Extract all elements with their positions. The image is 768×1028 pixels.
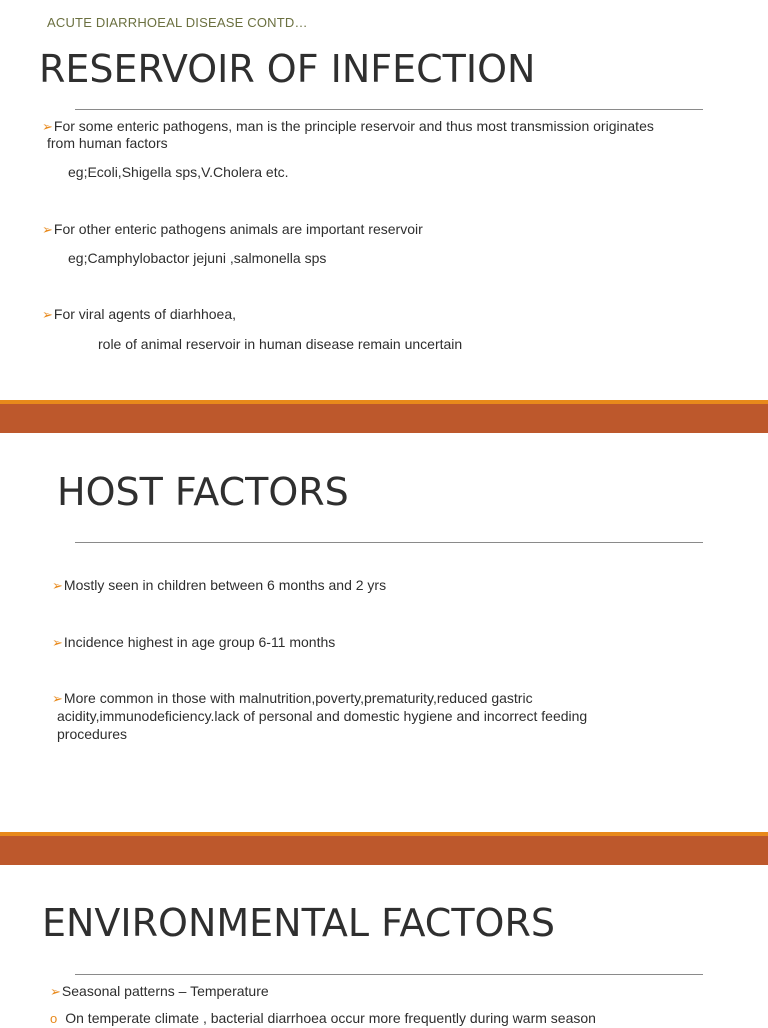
slide-environmental-factors xyxy=(0,865,768,1024)
bullet-item: ➢For some enteric pathogens, man is the principle reservoir and thus most transmission originates xyxy=(42,118,654,134)
bullet-item: ➢More common in those with malnutrition,poverty,prematurity,reduced gastric xyxy=(52,690,533,706)
bullet-item: ➢Seasonal patterns – Temperature xyxy=(50,983,269,999)
bullet-item: ➢Incidence highest in age group 6-11 months xyxy=(52,634,336,650)
slide-separator xyxy=(0,400,768,433)
bullet-item: ➢For viral agents of diarhhoea, xyxy=(42,306,237,322)
arrow-bullet-icon: ➢ xyxy=(52,635,63,650)
slide-title: HOST FACTORS xyxy=(57,470,349,514)
bullet-continuation: procedures xyxy=(57,726,128,742)
bullet-continuation: acidity,immunodeficiency.lack of personal and domestic hygiene and incorrect feeding xyxy=(57,708,588,724)
slide-reservoir xyxy=(0,0,768,400)
arrow-bullet-icon: ➢ xyxy=(50,984,61,999)
sub-bullet: o On temperate climate , bacterial diarrhoea occur more frequently during warm season xyxy=(50,1010,596,1026)
circle-bullet-icon: o xyxy=(50,1011,58,1026)
slide-host-factors xyxy=(0,433,768,833)
arrow-bullet-icon: ➢ xyxy=(42,119,53,134)
arrow-bullet-icon: ➢ xyxy=(42,307,53,322)
arrow-bullet-icon: ➢ xyxy=(42,222,53,237)
arrow-bullet-icon: ➢ xyxy=(52,578,63,593)
title-divider xyxy=(75,974,703,975)
sub-bullet: eg;Camphylobactor jejuni ,salmonella sps xyxy=(68,250,327,266)
sub-bullet: eg;Ecoli,Shigella sps,V.Cholera etc. xyxy=(68,164,289,180)
slide-kicker: ACUTE DIARRHOEAL DISEASE CONTD… xyxy=(47,15,308,30)
title-divider xyxy=(75,542,703,543)
slide-title: ENVIRONMENTAL FACTORS xyxy=(42,901,555,945)
sub-bullet: role of animal reservoir in human disease remain uncertain xyxy=(98,336,463,352)
slide-title: RESERVOIR OF INFECTION xyxy=(39,47,536,91)
arrow-bullet-icon: ➢ xyxy=(52,691,63,706)
bullet-item: ➢Mostly seen in children between 6 months and 2 yrs xyxy=(52,577,387,593)
slide-separator xyxy=(0,832,768,865)
bullet-continuation: from human factors xyxy=(47,135,168,151)
bullet-item: ➢For other enteric pathogens animals are important reservoir xyxy=(42,221,423,237)
title-divider xyxy=(75,109,703,110)
